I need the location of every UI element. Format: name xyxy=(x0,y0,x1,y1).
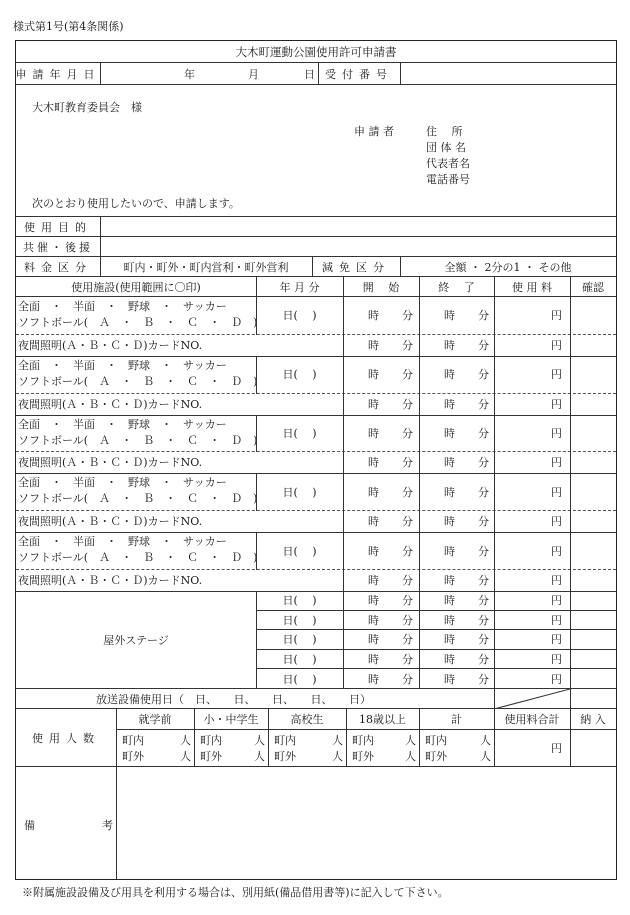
day-cell[interactable]: 日( ) xyxy=(282,633,317,647)
stage-row xyxy=(256,650,616,670)
end-hour: 時 xyxy=(444,397,455,411)
start-minute: 分 xyxy=(402,653,413,667)
phone-label: 電話番号 xyxy=(426,173,470,186)
end-minute: 分 xyxy=(478,673,489,687)
facility-row xyxy=(16,532,616,569)
start-hour: 時 xyxy=(368,673,379,687)
end-minute: 分 xyxy=(478,515,489,529)
start-hour: 時 xyxy=(368,544,379,558)
fee-class-options[interactable]: 町内・町外・町内営利・町外営利 xyxy=(123,260,289,274)
person-unit: 人 xyxy=(180,750,191,763)
broadcast-row xyxy=(16,689,616,709)
fee-yen: 円 xyxy=(551,456,562,470)
facility-options[interactable] xyxy=(18,299,257,331)
receipt-number-field[interactable] xyxy=(402,63,616,84)
start-minute: 分 xyxy=(402,485,413,499)
address-label: 住 所 xyxy=(426,125,463,138)
year-label: 年 xyxy=(184,67,195,81)
col-confirm: 確認 xyxy=(582,280,604,294)
night-light-row xyxy=(16,451,616,473)
fee-yen: 円 xyxy=(551,338,562,352)
start-hour: 時 xyxy=(368,653,379,667)
end-hour: 時 xyxy=(444,309,455,323)
organization-label: 団 体 名 xyxy=(426,141,466,154)
facility-options[interactable] xyxy=(18,534,257,566)
end-hour: 時 xyxy=(444,426,455,440)
end-hour: 時 xyxy=(444,633,455,647)
remarks-label-2: 考 xyxy=(102,819,113,832)
form-number: 様式第1号(第4条関係) xyxy=(13,20,124,33)
start-minute: 分 xyxy=(402,338,413,352)
receipt-number-label: 受付番号 xyxy=(325,67,393,81)
facility-line-2: ソフトボール( Ａ ・ Ｂ ・ Ｃ ・ Ｄ ) xyxy=(18,374,258,388)
end-minute: 分 xyxy=(478,485,489,499)
facility-line-1: 全面 ・ 半面 ・ 野球 ・ サッカー xyxy=(18,300,227,313)
start-minute: 分 xyxy=(402,456,413,470)
end-hour: 時 xyxy=(444,574,455,587)
date-row xyxy=(16,63,616,85)
start-hour: 時 xyxy=(368,426,379,440)
day-cell[interactable]: 日( ) xyxy=(282,613,317,627)
start-hour: 時 xyxy=(368,456,379,470)
fee-yen: 円 xyxy=(551,653,562,667)
end-hour: 時 xyxy=(444,515,455,529)
start-minute: 分 xyxy=(402,574,413,587)
fee-yen: 円 xyxy=(551,673,562,687)
facility-line-1: 全面 ・ 半面 ・ 野球 ・ サッカー xyxy=(18,535,227,549)
facility-header-row xyxy=(16,277,616,297)
facility-row xyxy=(16,415,616,452)
stage-row xyxy=(256,630,616,650)
facility-options[interactable] xyxy=(18,358,257,390)
users-col-header: 高校生 xyxy=(290,713,324,726)
town-in-label: 町内 xyxy=(352,734,374,747)
person-unit: 人 xyxy=(332,734,343,747)
town-out-label: 町外 xyxy=(425,750,447,763)
end-hour: 時 xyxy=(444,594,455,608)
sponsor-label: 共催・後援 xyxy=(23,240,93,254)
day-cell[interactable]: 日( ) xyxy=(282,673,317,687)
day-cell[interactable]: 日( ) xyxy=(282,368,317,382)
night-light-label[interactable]: 夜間照明(Ａ・Ｂ・Ｃ・Ｄ)カードNO. xyxy=(18,515,203,529)
fee-yen: 円 xyxy=(551,594,562,608)
reduction-options[interactable]: 全額 ・ 2分の1 ・ その他 xyxy=(444,260,572,274)
fee-yen: 円 xyxy=(551,574,562,587)
day-cell[interactable]: 日( ) xyxy=(282,485,317,499)
diagonal-slash xyxy=(494,689,570,709)
stage-row xyxy=(256,611,616,631)
start-minute: 分 xyxy=(402,309,413,323)
remarks-label-1: 備 xyxy=(24,819,35,832)
end-minute: 分 xyxy=(478,309,489,323)
end-minute: 分 xyxy=(478,544,489,558)
person-unit: 人 xyxy=(480,750,491,763)
fee-yen: 円 xyxy=(551,397,562,411)
start-hour: 時 xyxy=(368,338,379,352)
application-form xyxy=(15,40,617,880)
end-hour: 時 xyxy=(444,485,455,499)
fee-yen: 円 xyxy=(551,544,562,558)
users-col-header: 小・中学生 xyxy=(203,713,259,726)
fee-yen: 円 xyxy=(551,426,562,440)
facility-line-1: 全面 ・ 半面 ・ 野球 ・ サッカー xyxy=(18,358,227,372)
title-row xyxy=(16,41,616,63)
addressee: 大木町教育委員会 様 xyxy=(32,101,142,114)
users-col-header: 18歳以上 xyxy=(359,713,406,726)
person-unit: 人 xyxy=(405,734,416,747)
col-facility: 使用施設(使用範囲に〇印) xyxy=(71,280,201,294)
purpose-row xyxy=(16,217,616,237)
town-in-label: 町内 xyxy=(122,734,144,747)
reduction-label: 減免区分 xyxy=(322,260,390,274)
day-label: 日 xyxy=(304,67,315,81)
facility-options[interactable] xyxy=(18,475,257,507)
town-out-label: 町外 xyxy=(122,750,144,763)
day-cell[interactable]: 日( ) xyxy=(282,653,317,667)
facility-options[interactable] xyxy=(18,417,257,449)
col-year-month: 年 月 分 xyxy=(279,280,320,294)
end-hour: 時 xyxy=(444,338,455,352)
start-hour: 時 xyxy=(368,613,379,627)
end-hour: 時 xyxy=(444,368,455,382)
night-light-label[interactable]: 夜間照明(Ａ・Ｂ・Ｃ・Ｄ)カードNO. xyxy=(18,456,203,470)
end-minute: 分 xyxy=(478,574,489,587)
day-cell[interactable]: 日( ) xyxy=(282,309,317,323)
start-hour: 時 xyxy=(368,594,379,608)
form-title: 大木町運動公園使用許可申請書 xyxy=(235,44,397,59)
fee-yen: 円 xyxy=(551,633,562,647)
end-hour: 時 xyxy=(444,544,455,558)
end-minute: 分 xyxy=(478,456,489,470)
day-cell[interactable]: 日( ) xyxy=(282,544,317,558)
end-minute: 分 xyxy=(478,613,489,627)
start-hour: 時 xyxy=(368,397,379,411)
person-unit: 人 xyxy=(332,750,343,763)
end-hour: 時 xyxy=(444,653,455,667)
person-unit: 人 xyxy=(405,750,416,763)
purpose-field[interactable] xyxy=(102,217,612,236)
facility-line-1: 全面 ・ 半面 ・ 野球 ・ サッカー xyxy=(18,476,227,490)
fee-yen: 円 xyxy=(551,515,562,529)
town-in-label: 町内 xyxy=(425,734,447,747)
start-minute: 分 xyxy=(402,544,413,558)
col-fee: 使 用 料 xyxy=(512,280,552,294)
end-minute: 分 xyxy=(478,397,489,411)
night-light-label[interactable]: 夜間照明(Ａ・Ｂ・Ｃ・Ｄ)カードNO. xyxy=(18,338,203,352)
start-minute: 分 xyxy=(402,594,413,608)
representative-label: 代表者名 xyxy=(426,157,470,170)
end-hour: 時 xyxy=(444,613,455,627)
facility-row xyxy=(16,297,616,334)
end-minute: 分 xyxy=(478,633,489,647)
start-minute: 分 xyxy=(402,426,413,440)
start-hour: 時 xyxy=(368,574,379,587)
facility-line-2: ソフトボール( Ａ ・ Ｂ ・ Ｃ ・ Ｄ ) xyxy=(18,492,258,506)
fee-yen: 円 xyxy=(551,309,562,323)
footnote: ※附属施設設備及び用具を利用する場合は、別用紙(備品借用書等)に記入して下さい。 xyxy=(22,886,449,899)
night-light-label[interactable]: 夜間照明(Ａ・Ｂ・Ｃ・Ｄ)カードNO. xyxy=(18,397,203,411)
col-start: 開 始 xyxy=(362,280,400,294)
users-col-header: 就学前 xyxy=(138,713,172,726)
night-light-row xyxy=(16,510,616,532)
town-out-label: 町外 xyxy=(200,750,222,763)
remarks-block xyxy=(16,767,616,879)
fee-total-yen: 円 xyxy=(551,742,562,755)
end-hour: 時 xyxy=(444,456,455,470)
facility-line-2: ソフトボール( Ａ ・ Ｂ ・ Ｃ ・ Ｄ ) xyxy=(18,551,258,565)
night-light-row xyxy=(16,334,616,356)
person-unit: 人 xyxy=(254,734,265,747)
facility-row xyxy=(16,473,616,510)
start-minute: 分 xyxy=(402,515,413,529)
applicant-block xyxy=(16,85,616,217)
fee-total-label: 使用料合計 xyxy=(504,713,560,726)
sponsor-field[interactable] xyxy=(102,237,612,256)
application-date-label: 申請年月日 xyxy=(15,67,101,81)
end-minute: 分 xyxy=(478,426,489,440)
end-minute: 分 xyxy=(478,338,489,352)
person-unit: 人 xyxy=(254,750,265,763)
start-minute: 分 xyxy=(402,368,413,382)
town-out-label: 町外 xyxy=(352,750,374,763)
end-minute: 分 xyxy=(478,653,489,667)
fee-yen: 円 xyxy=(551,368,562,382)
purpose-label: 使用目的 xyxy=(24,220,92,234)
start-hour: 時 xyxy=(368,633,379,647)
facility-line-2: ソフトボール( Ａ ・ Ｂ ・ Ｃ ・ Ｄ ) xyxy=(18,316,258,329)
end-minute: 分 xyxy=(478,368,489,382)
start-hour: 時 xyxy=(368,485,379,499)
person-unit: 人 xyxy=(180,734,191,747)
users-col-header: 計 xyxy=(451,713,462,726)
night-light-row xyxy=(16,569,616,591)
facility-line-2: ソフトボール( Ａ ・ Ｂ ・ Ｃ ・ Ｄ ) xyxy=(18,433,258,447)
start-minute: 分 xyxy=(402,633,413,647)
start-minute: 分 xyxy=(402,397,413,411)
day-cell[interactable]: 日( ) xyxy=(282,426,317,440)
request-text: 次のとおり使用したいので、申請します。 xyxy=(32,197,240,210)
person-unit: 人 xyxy=(480,734,491,747)
start-hour: 時 xyxy=(368,309,379,323)
town-in-label: 町内 xyxy=(274,734,296,747)
day-cell[interactable]: 日( ) xyxy=(282,594,317,608)
night-light-row xyxy=(16,393,616,415)
facility-row xyxy=(16,356,616,393)
stage-row xyxy=(256,669,616,689)
fee-yen: 円 xyxy=(551,613,562,627)
start-minute: 分 xyxy=(402,613,413,627)
town-out-label: 町外 xyxy=(274,750,296,763)
facility-line-1: 全面 ・ 半面 ・ 野球 ・ サッカー xyxy=(18,417,227,431)
night-light-label[interactable]: 夜間照明(Ａ・Ｂ・Ｃ・Ｄ)カードNO. xyxy=(18,574,203,587)
end-minute: 分 xyxy=(478,594,489,608)
users-label: 使用人数 xyxy=(32,731,100,745)
start-minute: 分 xyxy=(402,673,413,687)
start-hour: 時 xyxy=(368,368,379,382)
outdoor-stage-label: 屋外ステージ xyxy=(103,633,169,647)
month-label: 月 xyxy=(248,67,259,81)
payment-label: 納 入 xyxy=(580,713,606,726)
end-hour: 時 xyxy=(444,673,455,687)
stage-row xyxy=(256,591,616,611)
applicant-label: 申 請 者 xyxy=(354,125,394,138)
fee-class-label: 料金区分 xyxy=(24,260,92,274)
start-hour: 時 xyxy=(368,515,379,529)
users-block xyxy=(16,709,616,767)
sponsor-row xyxy=(16,237,616,257)
fee-class-row xyxy=(16,257,616,277)
col-end: 終 了 xyxy=(438,280,475,294)
fee-yen: 円 xyxy=(551,485,562,499)
remarks-field[interactable] xyxy=(118,769,612,875)
broadcast-days: 放送設備使用日（ 日、 日、 日、 日、 日） xyxy=(96,692,371,706)
town-in-label: 町内 xyxy=(200,734,222,747)
